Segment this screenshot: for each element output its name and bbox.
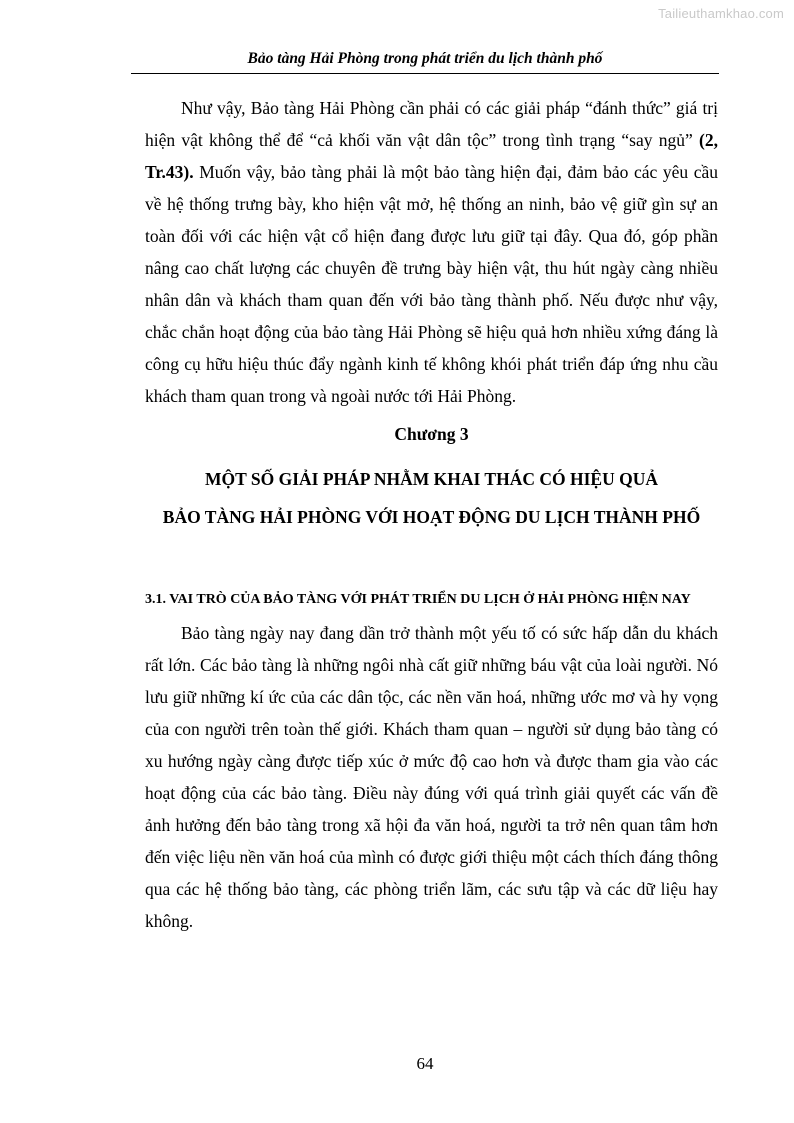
chapter-title-line-2: BẢO TÀNG HẢI PHÒNG VỚI HOẠT ĐỘNG DU LỊCH THÀNH PHỐ <box>162 507 701 527</box>
page-content <box>145 92 718 937</box>
citation: (2, Tr.43). <box>145 130 718 182</box>
section-paragraph: Bảo tàng ngày nay đang dần trở thành một yếu tố có sức hấp dẫn du khách rất lớn. Các bảo tàng là những ngôi nhà cất giữ những báu vật của loài người. Nó lưu giữ những kí ức của các dân tộc, các nền văn hoá, những ước mơ và hy vọng của con người trên toàn thế giới. Khách tham quan – người sử dụng bảo tàng có xu hướng ngày càng được tiếp xúc ở mức độ cao hơn và được tham gia vào các hoạt động của các bảo tàng. Điều này đúng với quá trình giải quyết các vấn đề ảnh hưởng đến bảo tàng trong xã hội đa văn hoá, người ta trở nên quan tâm hơn đến việc liệu nền văn hoá của mình có được giới thiệu một cách thích đáng thông qua các hệ thống bảo tàng, các phòng triển lãm, các sưu tập và các dữ liệu hay không. <box>145 623 718 931</box>
section-title: 3.1. VAI TRÒ CỦA BẢO TÀNG VỚI PHÁT TRIỂN DU LỊCH Ở HẢI PHÒNG HIỆN NAY <box>145 592 691 607</box>
running-header: Bảo tàng Hải Phòng trong phát triển du lịch thành phố <box>247 50 603 67</box>
header-rule <box>131 73 719 74</box>
chapter-title <box>145 460 718 536</box>
paragraph-1 <box>145 92 718 412</box>
paragraph-1-text-end: Muốn vậy, bảo tàng phải là một bảo tàng hiện đại, đảm bảo các yêu cầu về hệ thống trưng bày, kho hiện vật mở, hệ thống an ninh, bảo vệ giữ gìn sự an toàn đối với các hiện vật cổ hiện đang được lưu giữ tại đây. Qua đó, góp phần nâng cao chất lượng các chuyên đề trưng bày hiện vật, thu hút ngày càng nhiều nhân dân và khách tham quan đến với bảo tàng thành phố. Nếu được như vậy, chắc chắn hoạt động của bảo tàng Hải Phòng sẽ hiệu quả hơn nhiều xứng đáng là công cụ hữu hiệu thúc đẩy ngành kinh tế không khói phát triển đáp ứng nhu cầu khách tham quan trong và ngoài nước tới Hải Phòng. <box>145 162 718 406</box>
paragraph-1-text-start: Như vậy, Bảo tàng Hải Phòng cần phải có các giải pháp “đánh thức” giá trị hiện vật không thể để “cả khối văn vật dân tộc” trong tình trạng “say ngủ” <box>145 98 718 150</box>
watermark: Tailieuthamkhao.com <box>658 6 784 21</box>
chapter-title-line-1: MỘT SỐ GIẢI PHÁP NHẰM KHAI THÁC CÓ HIỆU QUẢ <box>205 469 658 489</box>
page-number: 64 <box>416 1054 434 1073</box>
chapter-label: Chương 3 <box>394 424 469 444</box>
